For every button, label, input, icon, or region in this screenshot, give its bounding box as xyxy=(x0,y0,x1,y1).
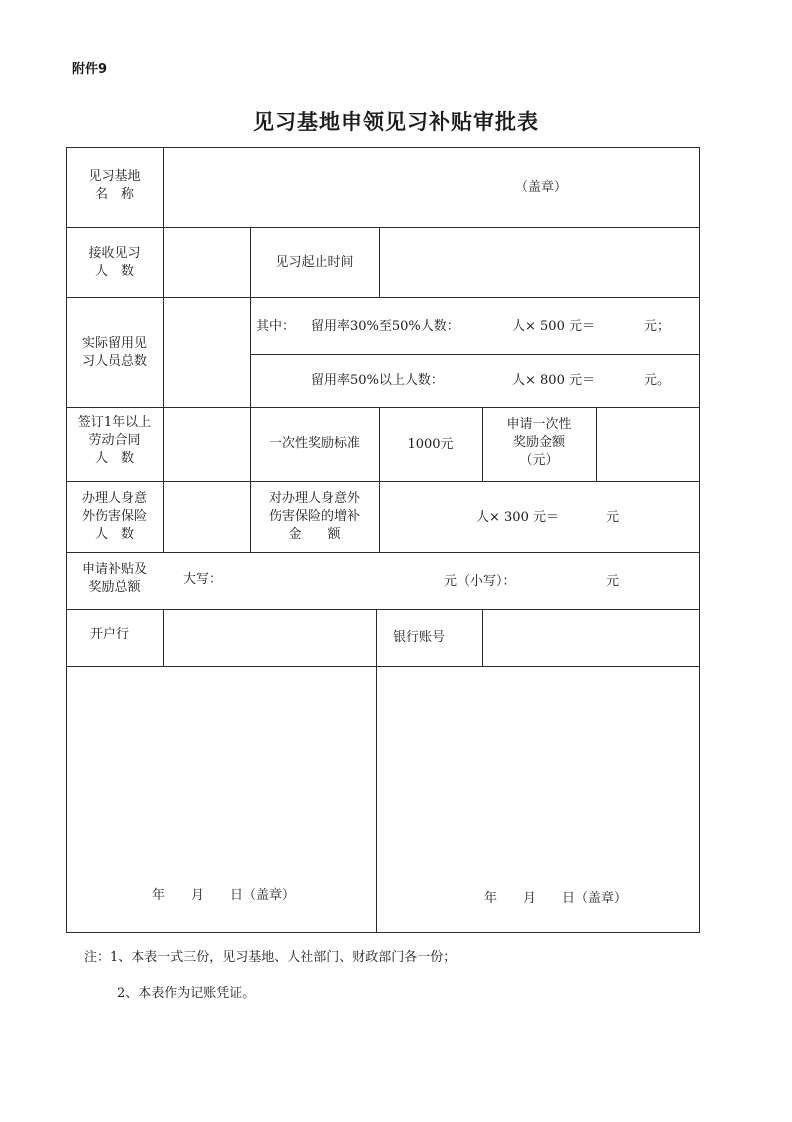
row-divider xyxy=(66,407,700,408)
column-divider xyxy=(379,227,380,297)
form-title: 见习基地申领见习补贴审批表 xyxy=(253,109,539,134)
total-upper-label: 大写： xyxy=(183,572,223,587)
retained-line1-text: 留用率30%至50%人数： xyxy=(311,319,460,334)
base-name-label: 见习基地 名 称 xyxy=(88,169,141,202)
right-sign-date: 年 月 日（盖章） xyxy=(484,891,628,906)
row-divider xyxy=(66,609,700,610)
account-label: 银行账号 xyxy=(393,630,446,645)
retained-line1-unit: 元； xyxy=(644,319,671,334)
total-lower-label: 元（小写）： xyxy=(444,574,516,589)
total-unit: 元 xyxy=(606,574,620,589)
retained-label: 实际留用见 习人员总数 xyxy=(81,336,147,369)
row-divider xyxy=(66,666,700,667)
insurance-calc: 人× 300 元＝ xyxy=(476,510,559,525)
retained-line2-text: 留用率50%以上人数： xyxy=(311,373,444,388)
row-divider xyxy=(250,354,700,355)
base-stamp-text: （盖章） xyxy=(515,180,568,195)
retained-line1-calc: 人× 500 元＝ xyxy=(512,319,595,334)
trainees-label: 接收见习 人 数 xyxy=(88,246,141,279)
column-divider xyxy=(163,147,164,553)
column-divider xyxy=(376,609,377,933)
bonus-standard-label: 一次性奖励标准 xyxy=(268,436,360,451)
column-divider xyxy=(163,609,164,666)
bonus-standard-value: 1000元 xyxy=(407,437,454,452)
row-divider xyxy=(66,227,700,228)
retained-line2-unit: 元。 xyxy=(644,373,671,388)
insurance-label: 办理人身意 外伤害保险 人 数 xyxy=(81,491,147,542)
total-label: 申请补贴及 奖励总额 xyxy=(81,562,147,595)
bank-label: 开户行 xyxy=(90,627,130,642)
attachment-number: 附件9 xyxy=(72,62,108,77)
row-divider xyxy=(66,297,700,298)
column-divider xyxy=(379,407,380,553)
column-divider xyxy=(596,407,597,481)
note-1: 注：1、本表一式三份，见习基地、人社部门、财政部门各一份； xyxy=(84,950,457,965)
period-label: 见习起止时间 xyxy=(275,255,354,270)
row-divider xyxy=(66,481,700,482)
left-sign-date: 年 月 日（盖章） xyxy=(152,888,296,903)
retained-line2-calc: 人× 800 元＝ xyxy=(512,373,595,388)
retained-line1-prefix: 其中： xyxy=(256,319,296,334)
note-2: 2、本表作为记账凭证。 xyxy=(117,986,256,1001)
row-divider xyxy=(66,552,700,553)
contract-label: 签订1年以上 劳动合同 人 数 xyxy=(77,415,152,466)
apply-bonus-label: 申请一次性 奖励金额 （元） xyxy=(506,417,572,468)
insurance-unit: 元 xyxy=(606,510,620,525)
column-divider xyxy=(482,609,483,666)
insurance-supplement-label: 对办理人身意外 伤害保险的增补 金 额 xyxy=(268,491,360,542)
